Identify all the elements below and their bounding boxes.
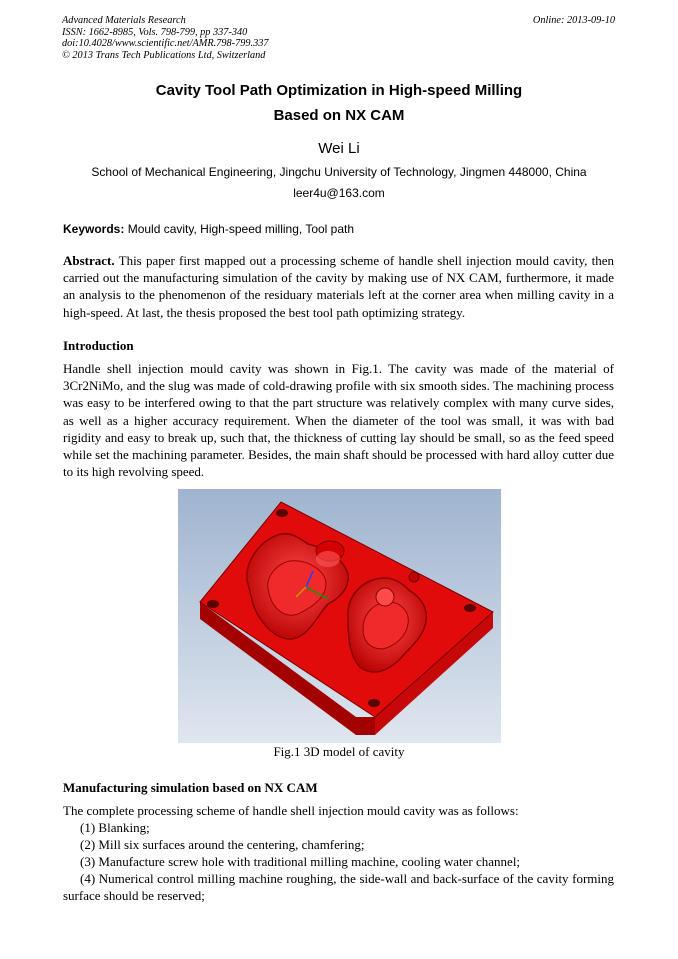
cavity-3d-model-figure: [178, 489, 501, 743]
keywords-text: Mould cavity, High-speed milling, Tool path: [127, 222, 355, 236]
figure-caption: Fig.1 3D model of cavity: [273, 744, 405, 759]
list-item: (2) Mill six surfaces around the centering, chamfering;: [80, 837, 365, 852]
copyright: © 2013 Trans Tech Publications Ltd, Switzerland: [62, 49, 266, 61]
affiliation: School of Mechanical Engineering, Jingchu University of Technology, Jingmen 448000, China: [91, 165, 587, 179]
journal-name: Advanced Materials Research: [62, 15, 186, 26]
keywords-label: Keywords:: [63, 222, 125, 236]
list-item: (4) Numerical control milling machine roughing, the side-wall and back-surface of the cavity forming surface should be reserved;: [63, 871, 614, 904]
online-date: Online: 2013-09-10: [532, 15, 615, 26]
simulation-intro: The complete processing scheme of handle shell injection mould cavity was as follows:: [63, 803, 519, 818]
simulation-heading: Manufacturing simulation based on NX CAM: [63, 780, 318, 795]
paper-title-line1: Cavity Tool Path Optimization in High-speed Milling: [155, 82, 523, 99]
abstract-label: Abstract.: [63, 253, 115, 268]
paper-title-line2: Based on NX CAM: [273, 107, 405, 124]
abstract-text: This paper first mapped out a processing scheme of handle shell injection mould cavity, then carried out the manufacturing simulation of the cavity by making use of NX CAM, furthermore, it made an analysis to the phenomenon of the residuary materials left at the corner area when milling cavity in a high-speed. At last, the thesis proposed the best tool path optimizing strategy.: [63, 253, 614, 320]
author: Wei Li: [318, 140, 360, 157]
introduction-heading: Introduction: [63, 338, 134, 353]
introduction-text: Handle shell injection mould cavity was shown in Fig.1. The cavity was made of the material of 3Cr2NiMo, and the slug was made of cold-drawing profile with six smooth sides. The machining process was easy to be interfered owing to that the part structure was relatively complex with many curve sides, as well as a higher accuracy requirement. When the diameter of the tool was small, it was with bad rigidity and easy to break up, such that, the thickness of cutting lay should be small, so as the feed speed while set the machining parameter. Besides, the main shaft should be processed with hard alloy cutter due to its high revolving speed.: [63, 361, 614, 480]
keywords: [63, 222, 354, 236]
doi: doi:10.4028/www.scientific.net/AMR.798-799.337: [62, 38, 269, 50]
list-item: (1) Blanking;: [80, 820, 150, 835]
list-item: (3) Manufacture screw hole with traditional milling machine, cooling water channel;: [80, 854, 521, 869]
issn: ISSN: 1662-8985, Vols. 798-799, pp 337-340: [62, 26, 248, 38]
author-email: leer4u@163.com: [293, 186, 385, 200]
journal-header: [62, 15, 269, 61]
abstract: [63, 252, 614, 321]
